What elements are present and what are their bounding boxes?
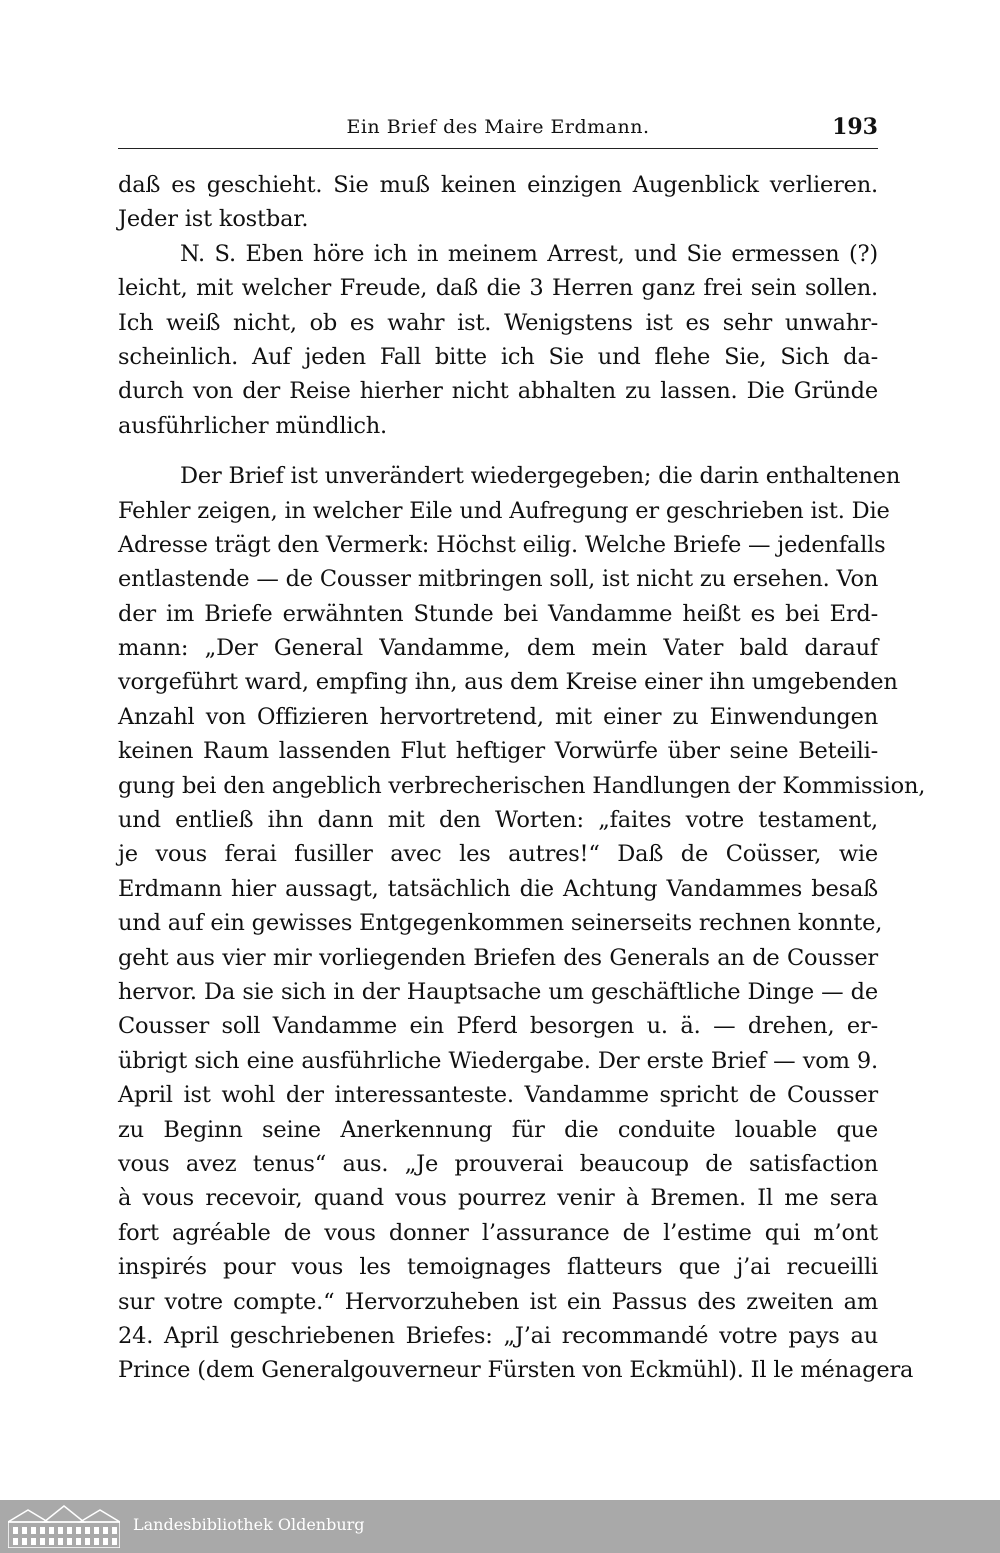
text-line: April ist wohl der interessanteste. Vandamme spricht de Cousser [118,1082,878,1109]
paragraph-gap [118,443,878,459]
text-line: fort agréable de vous donner l’assurance de l’estime qui m’ont [118,1219,878,1246]
paragraph [118,168,878,237]
text-line: geht aus vier mir vorliegenden Briefen des Generals an de Cousser [118,944,878,971]
paragraph [118,237,878,443]
text-line: Ich weiß nicht, ob es wahr ist. Wenigstens ist es sehr unwahr- [118,309,878,336]
text-line: gung bei den angeblich verbrecherischen Handlungen der Kommission, [118,772,926,799]
text-line: der im Briefe erwähnten Stunde bei Vandamme heißt es bei Erd- [118,600,878,627]
text-line: Erdmann hier aussagt, tatsächlich die Achtung Vandammes besaß [118,875,878,902]
text-line: Prince (dem Generalgouverneur Fürsten von Eckmühl). Il le ménagera [118,1357,914,1384]
text-line: sur votre compte.“ Hervorzuheben ist ein Passus des zweiten am [118,1288,878,1315]
running-head [118,112,878,149]
text-line: keinen Raum lassenden Flut heftiger Vorwürfe über seine Beteili- [118,738,878,765]
text-line: Jeder ist kostbar. [118,206,309,233]
library-name: Landesbibliothek Oldenburg [133,1515,365,1534]
text-line: übrigt sich eine ausführliche Wiedergabe. Der erste Brief — vom 9. [118,1047,878,1074]
text-line: vorgeführt ward, empfing ihn, aus dem Kreise einer ihn umgebenden [118,669,898,696]
text-line: durch von der Reise hierher nicht abhalten zu lassen. Die Gründe [118,378,878,405]
text-line: Anzahl von Offizieren hervortretend, mit einer zu Einwendungen [118,703,878,730]
text-line: und entließ ihn dann mit den Worten: „faites votre testament, [118,807,878,834]
text-line: mann: „Der General Vandamme, dem mein Vater bald darauf [118,635,878,662]
text-line: Der Brief ist unverändert wiedergegeben; die darin enthaltenen [180,463,901,490]
paragraph [118,459,926,1388]
text-line: Adresse trägt den Vermerk: Höchst eilig. Welche Briefe — jedenfalls [118,531,886,558]
text-line: hervor. Da sie sich in der Hauptsache um geschäftliche Dinge — de [118,978,878,1005]
library-building-icon [8,1504,120,1548]
text-line: daß es geschieht. Sie muß keinen einzigen Augenblick verlieren. [118,172,878,198]
text-line: ausführlicher mündlich. [118,412,387,439]
text-line: 24. April geschriebenen Briefes: „J’ai recommandé votre pays au [118,1322,878,1349]
page-number: 193 [832,114,878,140]
text-line: Cousser soll Vandamme ein Pferd besorgen u. ä. — drehen, er- [118,1013,878,1040]
text-line: inspirés pour vous les temoignages flatteurs que j’ai recueilli [118,1254,878,1281]
text-line: leicht, mit welcher Freude, daß die 3 Herren ganz frei sein sollen. [118,275,878,302]
text-line: à vous recevoir, quand vous pourrez venir à Bremen. Il me sera [118,1185,878,1212]
text-line: je vous ferai fusiller avec les autres!“ Daß de Coüsser, wie [118,841,878,868]
text-line: zu Beginn seine Anerkennung für die conduite louable que [118,1116,878,1143]
text-line: und auf ein gewisses Entgegenkommen seinerseits rechnen konnte, [118,910,883,937]
running-title: Ein Brief des Maire Erdmann. [346,116,650,138]
text-line: scheinlich. Auf jeden Fall bitte ich Sie und flehe Sie, Sich da- [118,343,878,370]
body-text [118,168,926,1388]
text-line: Fehler zeigen, in welcher Eile und Aufregung er geschrieben ist. Die [118,497,890,524]
text-line: vous avez tenus“ aus. „Je prouverai beaucoup de satisfaction [118,1150,878,1177]
text-line: entlastende — de Cousser mitbringen soll, ist nicht zu ersehen. Von [118,566,879,593]
text-line: N. S. Eben höre ich in meinem Arrest, und Sie ermessen (?) [180,240,878,267]
footer-bar [0,1500,1000,1553]
